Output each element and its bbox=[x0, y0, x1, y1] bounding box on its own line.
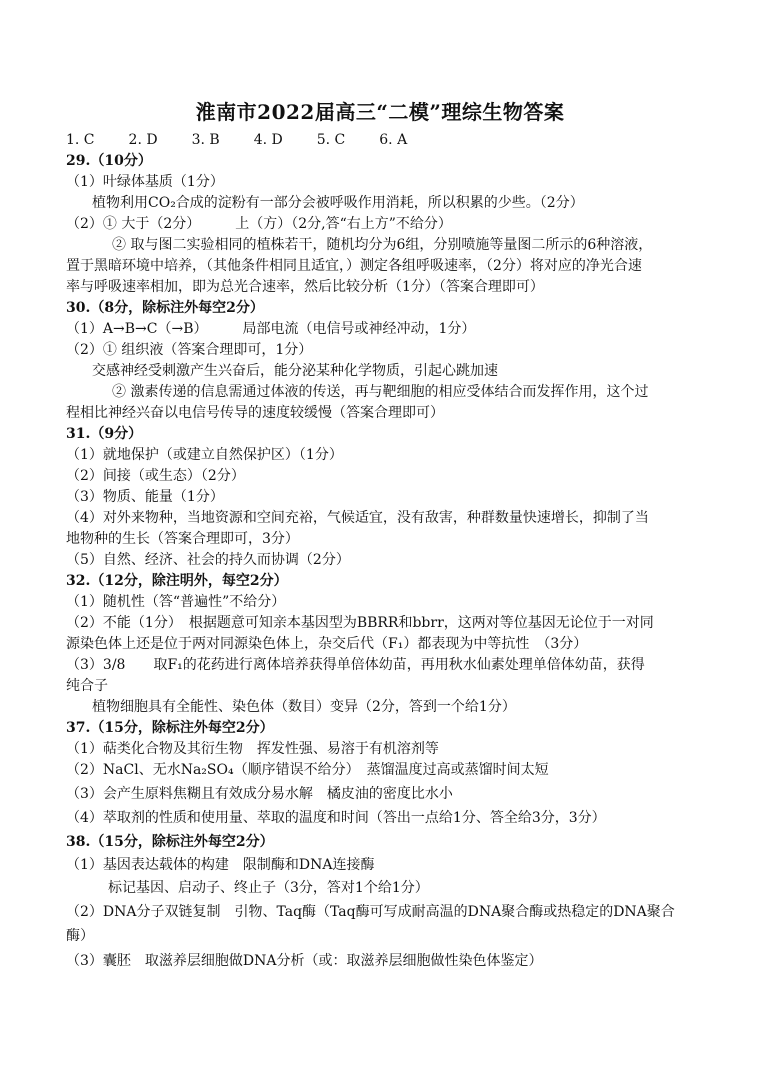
choice-3: 3. B bbox=[191, 132, 220, 148]
q29-line: ② 取与图二实验相同的植株若干，随机均分为6组，分别喷施等量图二所示的6种溶液， bbox=[112, 237, 653, 253]
q31-line: （1）就地保护（或建立自然保护区）（1分） bbox=[66, 447, 343, 463]
choice-6: 6. A bbox=[379, 132, 408, 148]
q29-line: 率与呼吸速率相加，即为总光合速率，然后比较分析（1分）（答案合理即可） bbox=[66, 279, 544, 295]
q32-line: 纯合子 bbox=[66, 678, 108, 694]
q37-line: （1）萜类化合物及其衍生物 挥发性强、易溶于有机溶剂等 bbox=[66, 741, 439, 757]
q30-line: ② 激素传递的信息需通过体液的传送，再与靶细胞的相应受体结合而发挥作用，这个过 bbox=[112, 384, 649, 400]
q38-line: （1）基因表达载体的构建 限制酶和DNA连接酶 bbox=[66, 857, 375, 873]
q29-header: 29.（10分） bbox=[66, 153, 152, 169]
q37-line: （3）会产生原料焦糊且有效成分易水解 橘皮油的密度比水小 bbox=[66, 786, 453, 802]
q31-header: 31.（9分） bbox=[66, 426, 143, 442]
q37-line: （4）萃取剂的性质和使用量、萃取的温度和时间（答出一点给1分、答全给3分，3分） bbox=[66, 810, 606, 826]
q31-line: （2）间接（或生态）（2分） bbox=[66, 468, 245, 484]
q29-line: 植物利用CO₂合成的淀粉有一部分会被呼吸作用消耗，所以积累的少些。（2分） bbox=[92, 195, 584, 211]
q38-line: 标记基因、启动子、终止子（3分，答对1个给1分） bbox=[108, 880, 429, 896]
q31-line: （3）物质、能量（1分） bbox=[66, 489, 224, 505]
choice-2: 2. D bbox=[128, 132, 158, 148]
q30-line: 程相比神经兴奋以电信号传导的速度较缓慢（答案合理即可） bbox=[66, 405, 444, 421]
q30-header: 30.（8分，除标注外每空2分） bbox=[66, 300, 264, 316]
q32-header: 32.（12分，除注明外，每空2分） bbox=[66, 573, 288, 589]
choice-1: 1. C bbox=[66, 132, 95, 148]
choice-answers bbox=[66, 130, 441, 150]
q29-line: 置于黑暗环境中培养，（其他条件相同且适宜，）测定各组呼吸速率，（2分）将对应的净光合速 bbox=[66, 258, 642, 274]
q38-line: （3）囊胚 取滋养层细胞做DNA分析（或：取滋养层细胞做性染色体鉴定） bbox=[66, 953, 543, 969]
page-title: 淮南市2022届高三“二模”理综生物答案 bbox=[195, 100, 565, 124]
q37-header: 37.（15分，除标注外每空2分） bbox=[66, 720, 274, 736]
q30-line: （1）A→B→C（→B） 局部电流（电信号或神经冲动，1分） bbox=[66, 321, 476, 337]
q32-line: （1）随机性（答“普遍性”不给分） bbox=[66, 594, 286, 610]
choice-4: 4. D bbox=[253, 132, 283, 148]
q31-line: （4）对外来物种，当地资源和空间充裕，气候适宜，没有敌害，种群数量快速增长，抑制了当 bbox=[66, 510, 649, 526]
q32-line: 源染色体上还是位于两对同源染色体上，杂交后代（F₁）都表现为中等抗性 （3分） bbox=[66, 636, 588, 652]
q38-line: （2）DNA分子双链复制 引物、Taq酶（Taq酶可写成耐高温的DNA聚合酶或热稳定的DNA聚合 bbox=[66, 904, 675, 920]
q31-line: （5）自然、经济、社会的持久而协调（2分） bbox=[66, 552, 350, 568]
q38-line: 酶） bbox=[66, 928, 94, 944]
q32-line: 植物细胞具有全能性、染色体（数目）变异（2分，答到一个给1分） bbox=[92, 699, 516, 715]
q29-line: （1）叶绿体基质（1分） bbox=[66, 174, 224, 190]
q30-line: （2）① 组织液（答案合理即可，1分） bbox=[66, 342, 313, 358]
q30-line: 交感神经受刺激产生兴奋后，能分泌某种化学物质，引起心跳加速 bbox=[92, 363, 498, 379]
q29-line: （2）① 大于（2分） 上（方）（2分,答“右上方”不给分） bbox=[66, 216, 452, 232]
q32-line: （2）不能（1分） 根据题意可知亲本基因型为BBRR和bbrr，这两对等位基因无论位于一对同 bbox=[66, 615, 654, 631]
q38-header: 38.（15分，除标注外每空2分） bbox=[66, 834, 274, 850]
q32-line: （3）3/8 取F₁的花药进行离体培养获得单倍体幼苗，再用秋水仙素处理单倍体幼苗，获得 bbox=[66, 657, 645, 673]
choice-5: 5. C bbox=[316, 132, 346, 148]
q31-line: 地物种的生长（答案合理即可，3分） bbox=[66, 531, 299, 547]
q37-line: （2）NaCl、无水Na₂SO₄（顺序错误不给分） 蒸馏温度过高或蒸馏时间太短 bbox=[66, 762, 549, 778]
